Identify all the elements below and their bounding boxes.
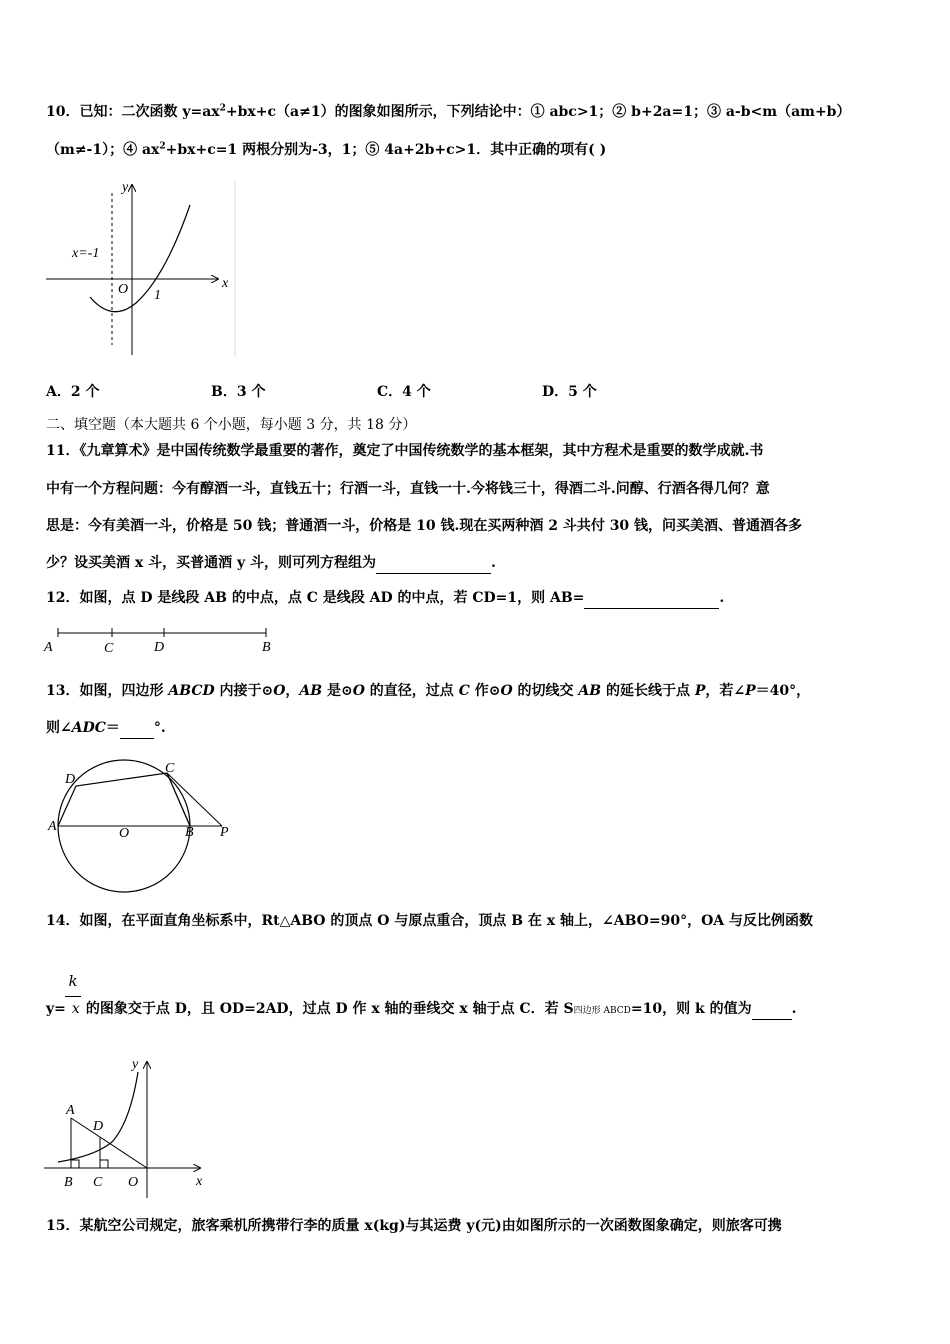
q11-line2: 中有一个方程问题：今有醇酒一斗，直钱五十；行酒一斗，直钱一十.今将钱三十，得酒二斗.问醇、行酒各得几何？意 [46,481,770,497]
q13-label-p: P [220,825,229,840]
q14-label-c: C [93,1175,103,1190]
q12-label-a: A [44,640,53,655]
q14-right-angle-b [71,1160,79,1168]
q13-answer-blank[interactable] [120,718,154,739]
q13-label-o: O [119,826,130,841]
q12-label-d: D [154,640,165,655]
q14-line2: y= x 的图象交于点 D，且 OD=2AD，过点 D 作 x 轴的垂线交 x 轴于点 C．若 S四边形 ABCD=10，则 k 的值为 . [46,999,796,1021]
q10-axis-label: x=-1 [72,246,100,261]
q14-label-y: y [132,1057,139,1072]
q10-option-d: D．5 个 [542,384,597,400]
q13-circle-figure [40,758,240,893]
q11-line3: 思是：今有美酒一斗，价格是 50 钱；普通酒一斗，价格是 10 钱.现在买两种酒 2 斗共付 30 钱，问买美酒、普通酒各多 [46,518,803,534]
section-2-heading: 二、填空题（本大题共 6 个小题，每小题 3 分，共 18 分） [46,417,417,433]
q14-label-x: x [196,1174,203,1189]
q13-label-a: A [48,819,57,834]
q14-line1: 14．如图，在平面直角坐标系中，Rt△ABO 的顶点 O 与原点重合，顶点 B 在 x 轴上，∠ABO=90°，OA 与反比例函数 [46,913,814,929]
q15-line1: 15．某航空公司规定，旅客乘机所携带行李的质量 x(kg)与其运费 y(元)由如图所示的一次函数图象确定，则旅客可携 [46,1218,782,1234]
q13-label-b: B [185,825,194,840]
q14-label-b: B [64,1175,73,1190]
q10-option-a: A．2 个 [46,384,100,400]
q14-label-o: O [128,1175,139,1190]
q13-chord-cb [167,773,190,826]
q13-tangent-cp [167,773,222,826]
q12-segment-figure [40,622,280,657]
q10-parabola-figure [40,175,245,360]
q10-option-c: C．4 个 [377,384,431,400]
q12-label-b: B [262,640,271,655]
q12-line: 12．如图，点 D 是线段 AB 的中点，点 C 是线段 AD 的中点，若 CD=1，则 AB= . [46,588,724,609]
q14-label-a: A [66,1103,75,1118]
q10-origin-label: O [118,282,129,297]
q10-option-b: B．3 个 [211,384,266,400]
q14-label-d: D [93,1119,104,1134]
q11-line1: 11．《九章算术》是中国传统数学最重要的著作，奠定了中国传统数学的基本框架，其中方程术是重要的数学成就.书 [46,443,764,459]
q12-answer-blank[interactable] [584,588,719,609]
q11-line4: 少？设买美酒 x 斗，买普通酒 y 斗，则可列方程组为 . [46,553,496,574]
q13-label-c: C [165,761,175,776]
q11-answer-blank[interactable] [376,553,491,574]
q14-fraction-numerator: k [68,972,78,990]
q10-line1: 10．已知：二次函数 $y=ax^2+bx+c(a\ne 1)$的图象如图所示，下列结论中：① abc>1；② b+2a=1；③ a-b<m（am+b） [46,103,851,120]
q14-coordinate-figure [40,1052,220,1202]
q10-x-label: x [222,276,229,291]
q13-label-d: D [65,772,76,787]
q14-line-oa [71,1118,147,1168]
q10-parabola-curve [90,205,190,312]
q14-fraction-bar [65,996,81,997]
q13-line1: 13．如图，四边形 ABCD 内接于⊙O，AB 是⊙O 的直径，过点 C 作⊙O 的切线交 AB 的延长线于点 P，若∠P＝40°， [46,683,811,699]
q13-line2: 则∠ADC＝ °. [46,718,166,739]
q10-root-label: 1 [154,288,161,303]
q10-y-label: y [122,180,129,195]
q14-right-angle-c [100,1160,108,1168]
q14-fraction-denominator: x [71,1001,80,1017]
q14-answer-blank[interactable] [752,999,792,1020]
q10-line2: （m≠-1）；④ $ax^2+bx+c=1$ 两根分别为-3，1；⑤ 4a+2b+c>1．其中正确的项有( ) [46,141,607,158]
q12-label-c: C [104,641,114,656]
